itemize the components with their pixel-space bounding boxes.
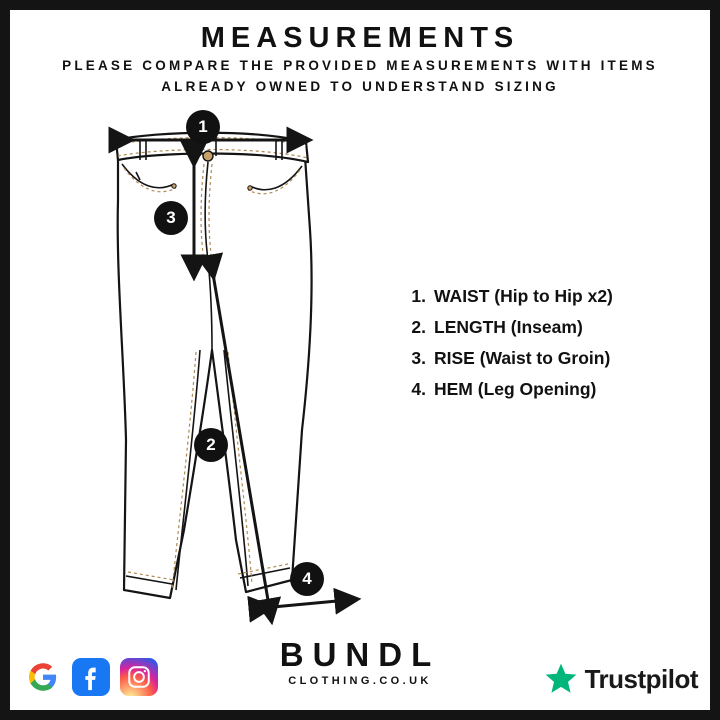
rise-marker-badge: 3 — [154, 201, 188, 235]
brand-domain: CLOTHING.CO.UK — [288, 675, 432, 687]
legend-item-rise — [400, 348, 690, 369]
legend-item-hem — [400, 379, 690, 400]
legend-number: 1. — [411, 286, 426, 306]
trustpilot-star-icon — [544, 662, 578, 696]
legend-number: 4. — [411, 379, 426, 399]
facebook-icon[interactable] — [72, 658, 110, 696]
waist-marker-badge: 1 — [186, 110, 220, 144]
social-icons — [24, 658, 158, 696]
trustpilot-logo[interactable] — [544, 662, 698, 696]
legend-item-waist — [400, 286, 690, 307]
legend-label: RISE (Waist to Groin) — [434, 348, 611, 368]
instagram-icon[interactable] — [120, 658, 158, 696]
legend-number: 2. — [411, 317, 426, 337]
google-icon[interactable] — [24, 658, 62, 696]
legend-number: 3. — [411, 348, 426, 368]
legend-label: WAIST (Hip to Hip x2) — [434, 286, 613, 306]
page-title: MEASUREMENTS — [200, 22, 520, 54]
measurement-legend — [400, 286, 690, 410]
brand-name: BUNDL — [279, 636, 441, 673]
legend-label: LENGTH (Inseam) — [434, 317, 583, 337]
hem-marker-badge: 4 — [290, 562, 324, 596]
trustpilot-text: Trustpilot — [584, 663, 698, 694]
legend-item-length — [400, 317, 690, 338]
length-marker-badge: 2 — [194, 428, 228, 462]
legend-label: HEM (Leg Opening) — [434, 379, 597, 399]
page-subtitle: PLEASE COMPARE THE PROVIDED MEASUREMENTS WITH ITEMS ALREADY OWNED TO UNDERSTAND SIZING — [62, 58, 658, 94]
